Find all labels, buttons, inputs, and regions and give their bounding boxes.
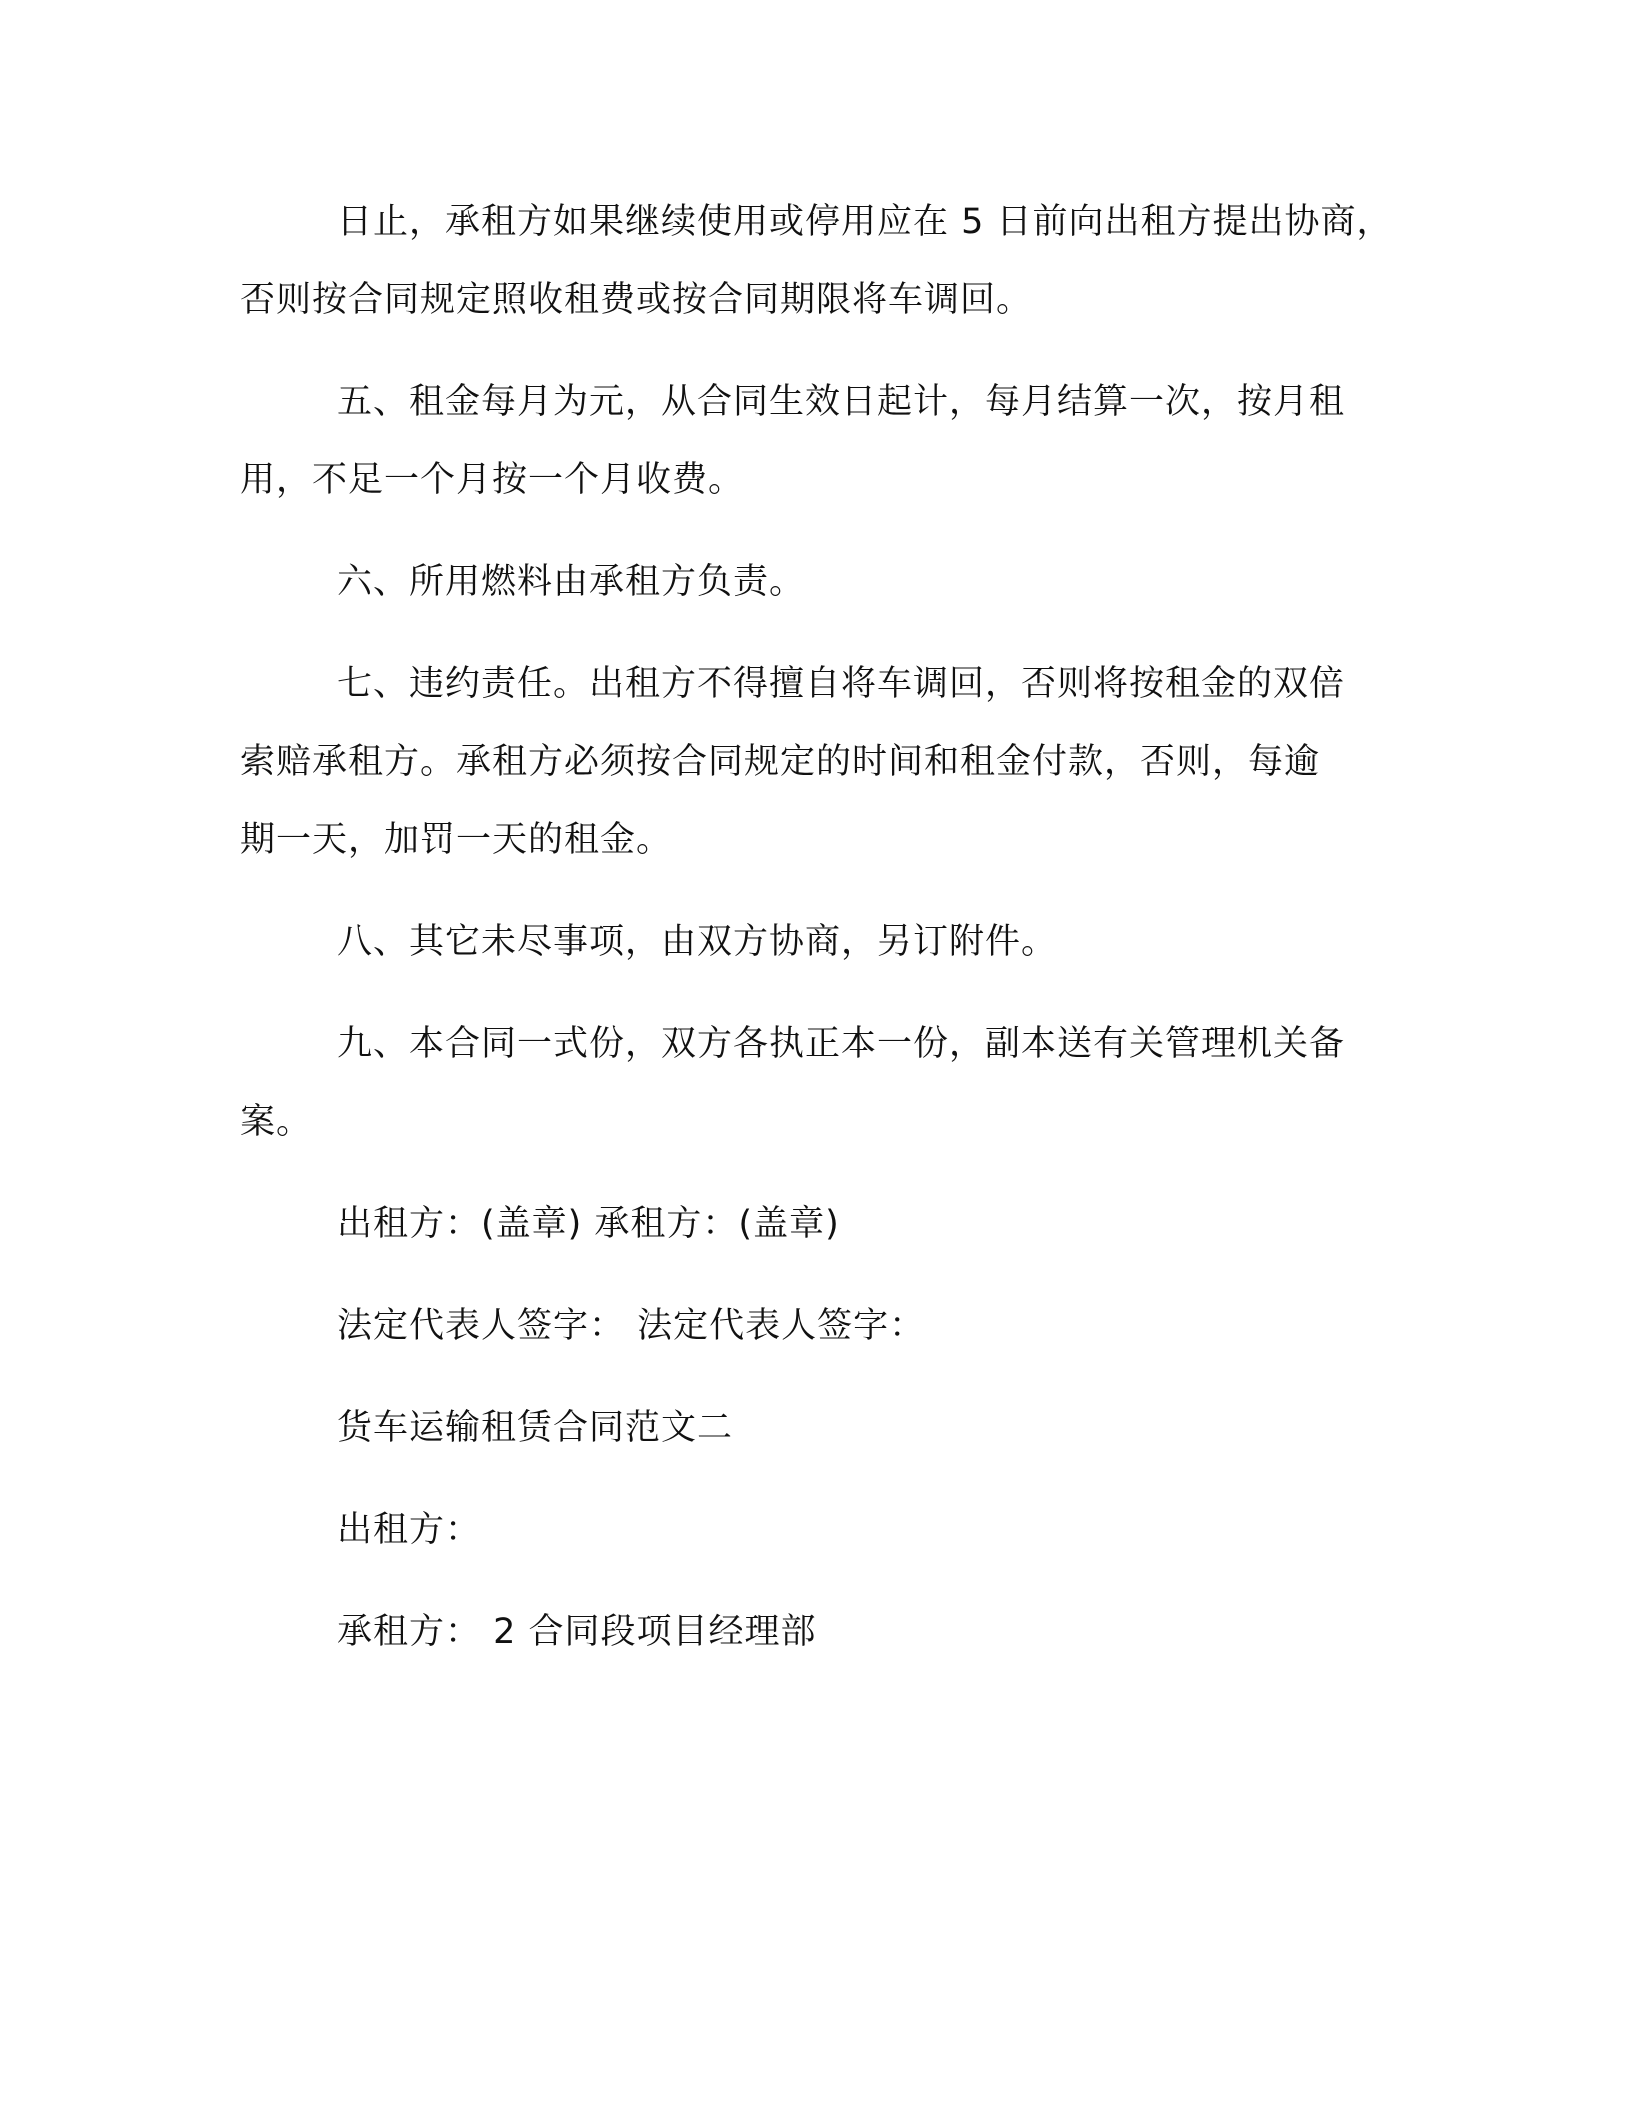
text-line: 案。 (240, 1102, 313, 1142)
text-line: 用，不足一个月按一个月收费。 (240, 460, 745, 500)
text-line: 索赔承租方。承租方必须按合同规定的时间和租金付款，否则，每逾 (240, 742, 1321, 782)
document-body (240, 183, 1420, 1671)
paragraph-clause-9-copies (240, 1005, 1420, 1161)
text-line: 承租方： 2 合同段项目经理部 (337, 1612, 817, 1652)
paragraph-lessor (240, 1491, 1420, 1569)
paragraph-clause-5-rent (240, 363, 1420, 519)
paragraph-rental-return (240, 183, 1420, 339)
section-title-sample-two (240, 1389, 1420, 1467)
text-line: 否则按合同规定照收租费或按合同期限将车调回。 (240, 280, 1033, 320)
text-line: 法定代表人签字： 法定代表人签字： (337, 1306, 926, 1346)
paragraph-clause-7-liability (240, 645, 1420, 879)
text-line: 五、租金每月为元，从合同生效日起计，每月结算一次，按月租 (337, 382, 1346, 422)
text-line: 八、其它未尽事项，由双方协商，另订附件。 (337, 922, 1058, 962)
text-line: 出租方： (337, 1510, 482, 1550)
paragraph-clause-6-fuel (240, 543, 1420, 621)
paragraph-lessee (240, 1593, 1420, 1671)
paragraph-clause-8-other (240, 903, 1420, 981)
text-line: 九、本合同一式份，双方各执正本一份，副本送有关管理机关备 (337, 1024, 1346, 1064)
paragraph-signature-line (240, 1287, 1420, 1365)
text-line: 期一天，加罚一天的租金。 (240, 820, 673, 860)
text-line: 日止，承租方如果继续使用或停用应在 5 日前向出租方提出协商， (337, 202, 1393, 242)
text-line: 六、所用燃料由承租方负责。 (337, 562, 806, 602)
text-line: 货车运输租赁合同范文二 (337, 1408, 734, 1448)
paragraph-seal-line (240, 1185, 1420, 1263)
text-line: 七、违约责任。出租方不得擅自将车调回，否则将按租金的双倍 (337, 664, 1346, 704)
text-line: 出租方：(盖章) 承租方：(盖章) (337, 1204, 840, 1244)
